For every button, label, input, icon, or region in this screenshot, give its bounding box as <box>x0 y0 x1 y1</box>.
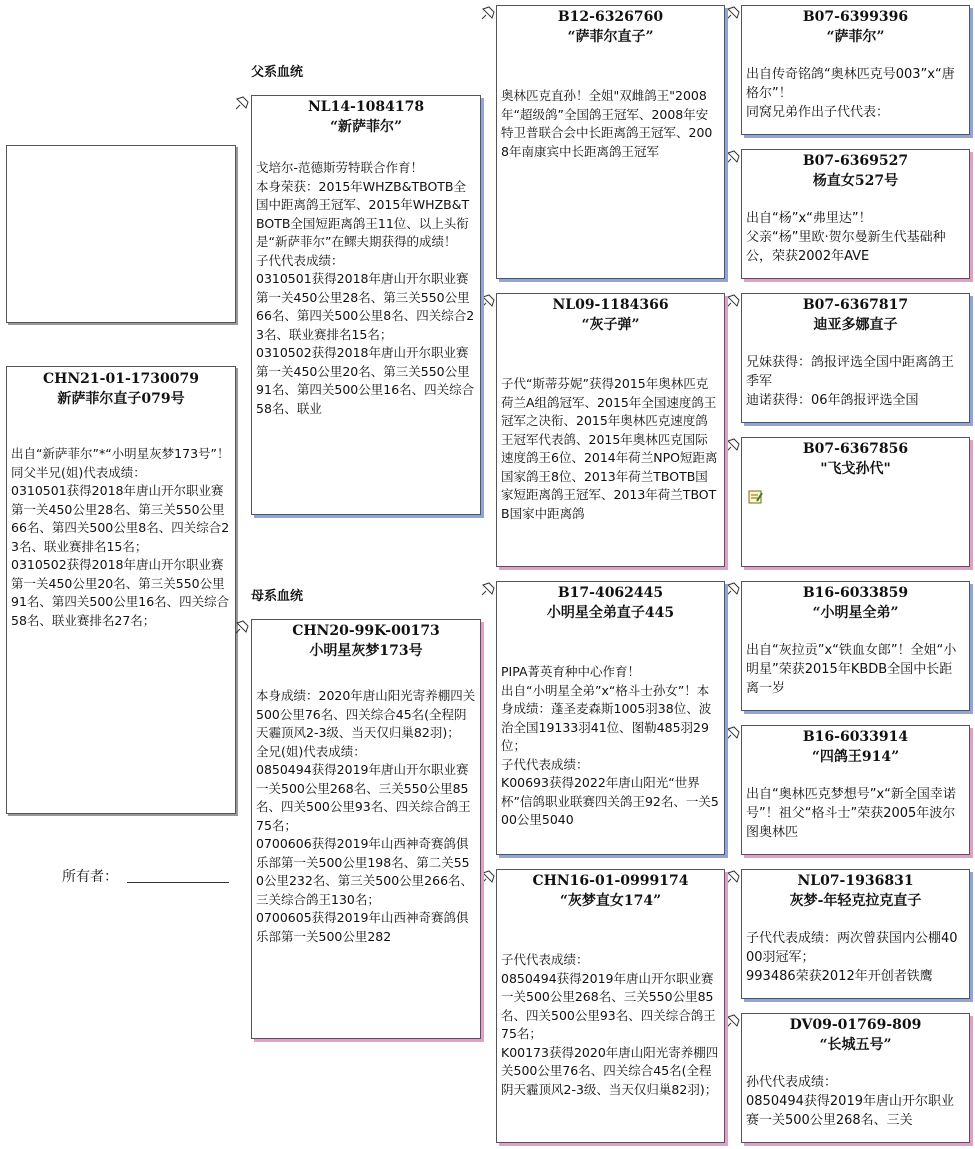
pushpin-icon <box>481 294 495 308</box>
ddd-desc: 孙代代表成绩： 0850494获得2019年唐山开尔职业赛一关500公里268名、三关 <box>746 1075 954 1128</box>
ddd-card[interactable] <box>741 1013 970 1143</box>
pushpin-icon <box>726 6 740 20</box>
dam-sire-desc: PIPA菁英育种中心作育！ 出自“小明星全弟”x“格斗士孙女”！本身成绩：蓬圣麦森斯1005羽38位、波治全国19133羽41位、图勒485羽29位； 子代代表成绩： K00693获得2022年唐山阳光“世界杯”信鸽职业联赛四关鸽王92名、一关500公里5040 <box>501 664 719 827</box>
sire-sire-card[interactable] <box>496 5 725 279</box>
sdd-name: "飞戈孙代" <box>820 461 891 477</box>
sds-desc: 兄妹获得：鸽报评选全国中距离鸽王季军 迪诺获得：06年鸽报评选全国 <box>746 355 955 408</box>
sire-sire-ring: B12-6326760 <box>557 9 664 25</box>
dam-desc: 本身成绩：2020年唐山阳光寄养棚四关500公里76名、四关综合45名(全程阴天霾顶风2-3级、当天仅归巢82羽)； 全兄(姐)代表成绩： 0850494获得2019年唐山开尔职业赛一关500公里268名、三关550公里85名、四关500公里93名、四关综合鸽王75名； 0700606获得2019年山西神奇赛鸽俱乐部第一关500公里198名、第二关550公里232名、第三关500公里266名、三关综合鸽王130名； 0700605获得2019年山西神奇赛鸽俱乐部第一关500公里282 <box>256 688 476 944</box>
dam-dam-ring: CHN16-01-0999174 <box>532 873 689 889</box>
dss-card[interactable] <box>741 581 970 711</box>
dds-ring: NL07-1936831 <box>797 873 914 889</box>
sire-sire-desc: 奥林匹克直孙！全姐"双雌鸽王"2008年“超级鸽”全国鸽王冠军、2008年安特卫普联合会中长距离鸽王冠军、2008年南康宾中长距离鸽王冠军 <box>501 88 713 159</box>
sire-sire-name: “萨菲尔直子” <box>567 29 654 45</box>
ddd-name: “长城五号” <box>819 1037 892 1053</box>
dam-sire-name: 小明星全弟直子445 <box>546 605 675 621</box>
dam-dam-name: “灰梦直女174” <box>559 893 662 909</box>
sdd-ring: B07-6367856 <box>802 441 909 457</box>
sdd-card[interactable] <box>741 437 970 567</box>
sire-line-label: 父系血统 <box>251 65 304 80</box>
pushpin-icon <box>481 582 495 596</box>
dam-sire-card[interactable] <box>496 581 725 855</box>
pushpin-icon <box>726 726 740 740</box>
ssd-desc: 出自“杨”x“弗里达”！ 父亲“杨”里欧·贺尔曼新生代基础种公，荣获2002年AVE <box>746 211 946 264</box>
sire-dam-desc: 子代“斯蒂芬妮”获得2015年奥林匹克荷兰A组鸽冠军、2015年全国速度鸽王冠军之决衔、2015年奥林匹克速度鸽王冠军代表鸽、2015年奥林匹克国际速度鸽王6位、2014年荷兰NPO短距离国家鸽王8位、2013年荷兰TBOTB国家短距离鸽王冠军、2013年荷兰TBOTB国家中距离鸽 <box>501 376 718 521</box>
dsd-ring: B16-6033914 <box>802 729 909 745</box>
owner-label: 所有者： <box>62 869 118 885</box>
ddd-ring: DV09-01769-809 <box>789 1017 922 1033</box>
dds-card[interactable] <box>741 869 970 999</box>
pushpin-icon <box>726 438 740 452</box>
sire-desc: 戈培尔-范德斯劳特联合作育！ 本身荣获：2015年WHZB&TBOTB全国中距离鸽王冠军、2015年WHZB&TBOTB全国短距离鸽王11位、以上头衔是“新萨菲尔”在鳏夫期获得的成绩！ 子代代表成绩： 0310501获得2018年唐山开尔职业赛第一关450公里28名、第三关550公里66名、第四关500公里8名、四关综合23名、联业赛排名15名； 0310502获得2018年唐山开尔职业赛第一关450公里20名、第三关550公里91名、第四关500公里16名、四关综合58名、联业 <box>256 160 475 416</box>
sire-dam-ring: NL09-1184366 <box>552 297 669 313</box>
dsd-card[interactable] <box>741 725 970 855</box>
sss-ring: B07-6399396 <box>802 9 909 25</box>
sds-name: 迪亚多娜直子 <box>813 317 898 333</box>
pushpin-icon <box>726 150 740 164</box>
dds-name: 灰梦-年轻克拉克直子 <box>789 893 922 909</box>
sds-ring: B07-6367817 <box>802 297 909 313</box>
sire-dam-card[interactable] <box>496 293 725 567</box>
pushpin-icon <box>726 582 740 596</box>
sire-name: “新萨菲尔” <box>329 119 403 135</box>
dam-card[interactable] <box>251 619 481 1039</box>
dds-desc: 子代代表成绩：两次曾获国内公棚4000羽冠军； 993486荣获2012年开创者铁鹰 <box>746 931 958 984</box>
dam-sire-ring: B17-4062445 <box>557 585 664 601</box>
ssd-card[interactable] <box>741 149 970 279</box>
pushpin-icon <box>481 6 495 20</box>
note-icon[interactable] <box>748 489 764 509</box>
dam-dam-card[interactable] <box>496 869 725 1143</box>
pushpin-icon <box>481 870 495 884</box>
sss-card[interactable] <box>741 5 970 135</box>
sire-card[interactable] <box>251 95 481 515</box>
dam-name: 小明星灰梦173号 <box>309 643 423 659</box>
sire-ring: NL14-1084178 <box>307 99 425 115</box>
pushpin-icon <box>726 870 740 884</box>
dam-ring: CHN20-99K-00173 <box>292 623 440 639</box>
dss-desc: 出自“灰拉贡”x“铁血女郎”！全姐“小明星”荣获2015年KBDB全国中长距离一岁 <box>746 643 957 696</box>
dss-name: “小明星全弟” <box>812 605 899 621</box>
ssd-ring: B07-6369527 <box>802 153 909 169</box>
pigeon-photo <box>6 145 236 323</box>
subject-desc: 出自“新萨菲尔”*“小明星灰梦173号”！ 同父半兄(姐)代表成绩： 0310501获得2018年唐山开尔职业赛第一关450公里28名、第三关550公里66名、第四关500公里8名、四关综合23名、联业赛排名15名； 0310502获得2018年唐山开尔职业赛第一关450公里20名、第三关550公里91名、第四关500公里16名、四关综合58名、联业赛排名27名； <box>11 446 230 628</box>
subject-ring: CHN21-01-1730079 <box>43 371 199 387</box>
dsd-name: “四鸽王914” <box>811 749 900 765</box>
pushpin-icon <box>726 1014 740 1028</box>
sire-dam-name: “灰子弹” <box>581 317 640 333</box>
dss-ring: B16-6033859 <box>802 585 909 601</box>
subject-name: 新萨菲尔直子079号 <box>57 391 185 407</box>
sss-desc: 出自传奇铭鸽“奥林匹克号003”x“唐格尔”！ 同窝兄弟作出子代代表： <box>746 67 955 120</box>
pushpin-icon <box>726 294 740 308</box>
sds-card[interactable] <box>741 293 970 423</box>
ssd-name: 杨直女527号 <box>812 173 899 189</box>
dam-line-label: 母系血统 <box>251 589 304 604</box>
dam-dam-desc: 子代代表成绩： 0850494获得2019年唐山开尔职业赛一关500公里268名、三关550公里85名、四关500公里93名、四关综合鸽王75名； K00173获得2020年唐山阳光寄养棚四关500公里76名、四关综合45名(全程阴天霾顶风2-3级、当天仅归巢82羽)； <box>501 952 719 1097</box>
owner-line <box>127 882 229 883</box>
subject-card[interactable] <box>6 366 236 814</box>
pushpin-icon <box>235 96 249 110</box>
pushpin-icon <box>235 620 249 634</box>
dsd-desc: 出自“奥林匹克梦想号”x“新全国幸诺号”！祖父“格斗士”荣获2005年波尔图奥林匹 <box>746 787 956 840</box>
sss-name: “萨菲尔” <box>826 29 885 45</box>
